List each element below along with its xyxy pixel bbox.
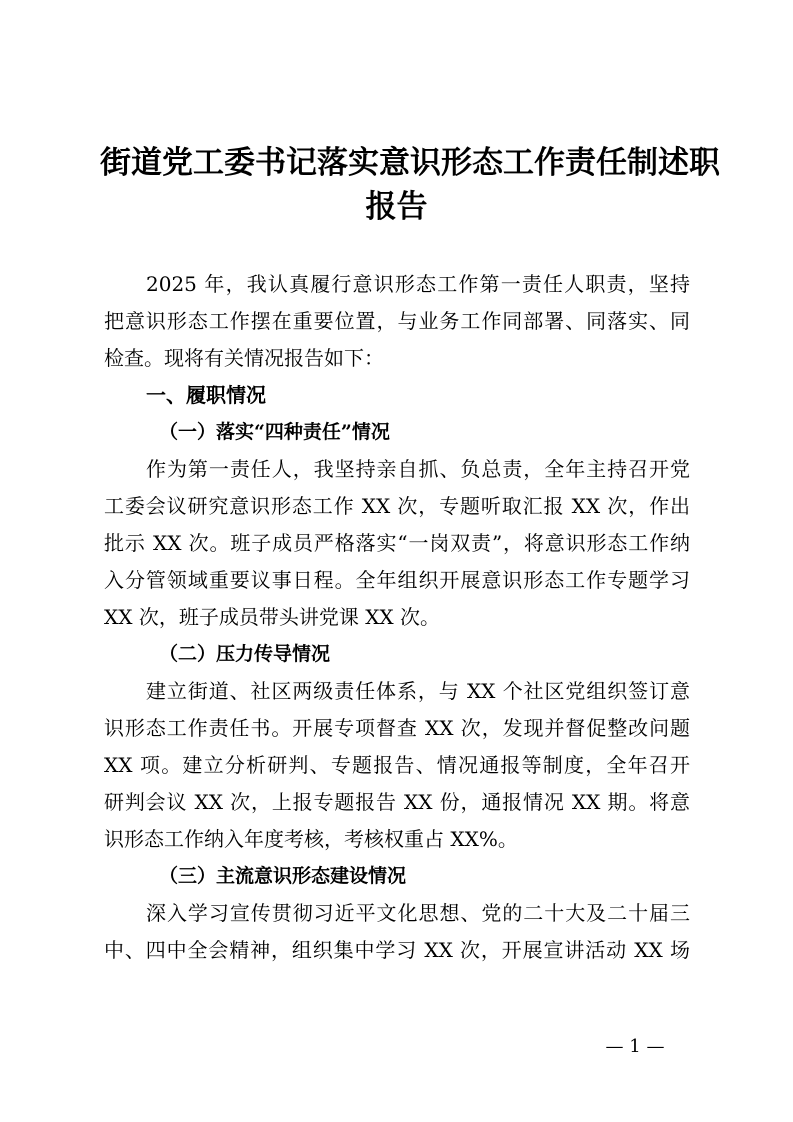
page-number: — 1 — xyxy=(605,1036,665,1057)
title-line-2: 报告 xyxy=(365,189,428,225)
sub3-line-1: 深入学习宣传贯彻习近平文化思想、党的二十大及二十届三 xyxy=(146,901,690,925)
section-heading-1: 一、履职情况 xyxy=(146,383,266,407)
sub1-line-1: 作为第一责任人，我坚持亲自抓、负总责，全年主持召开党 xyxy=(146,457,690,481)
document-body xyxy=(104,266,690,969)
subsection-2-paragraph xyxy=(104,673,690,858)
sub1-line-5: XX 次，班子成员带头讲党课 XX 次。 xyxy=(104,605,441,629)
document-title xyxy=(100,141,720,229)
sub1-line-2: 工委会议研究意识形态工作 XX 次，专题听取汇报 XX 次，作出 xyxy=(104,494,690,518)
sub1-line-3: 批示 XX 次。班子成员严格落实“一岗双责”，将意识形态工作纳 xyxy=(104,531,690,555)
subsection-heading-1: （一）落实“四种责任”情况 xyxy=(159,421,390,443)
sub2-line-5: 识形态工作纳入年度考核，考核权重占 XX%。 xyxy=(104,827,518,851)
sub2-line-1: 建立街道、社区两级责任体系，与 XX 个社区党组织签订意 xyxy=(146,679,690,703)
subsection-heading-2: （二）压力传导情况 xyxy=(159,643,331,665)
sub2-line-3: XX 项。建立分析研判、专题报告、情况通报等制度，全年召开 xyxy=(104,753,690,777)
intro-paragraph xyxy=(104,266,690,377)
intro-line-2: 把意识形态工作摆在重要位置，与业务工作同部署、同落实、同 xyxy=(104,309,690,333)
subsection-heading-3: （三）主流意识形态建设情况 xyxy=(159,865,407,887)
sub2-line-2: 识形态工作责任书。开展专项督查 XX 次，发现并督促整改问题 xyxy=(104,716,690,740)
intro-line-1: 2025 年，我认真履行意识形态工作第一责任人职责，坚持 xyxy=(146,272,690,296)
subsection-1-paragraph xyxy=(104,451,690,636)
sub1-line-4: 入分管领域重要议事日程。全年组织开展意识形态工作专题学习 xyxy=(104,568,690,592)
sub3-line-2: 中、四中全会精神，组织集中学习 XX 次，开展宣讲活动 XX 场 xyxy=(104,938,690,962)
sub2-line-4: 研判会议 XX 次，上报专题报告 XX 份，通报情况 XX 期。将意 xyxy=(104,790,690,814)
intro-line-3: 检查。现将有关情况报告如下： xyxy=(104,346,384,370)
subsection-3-paragraph xyxy=(104,895,690,969)
title-line-1: 街道党工委书记落实意识形态工作责任制述职 xyxy=(100,145,720,181)
